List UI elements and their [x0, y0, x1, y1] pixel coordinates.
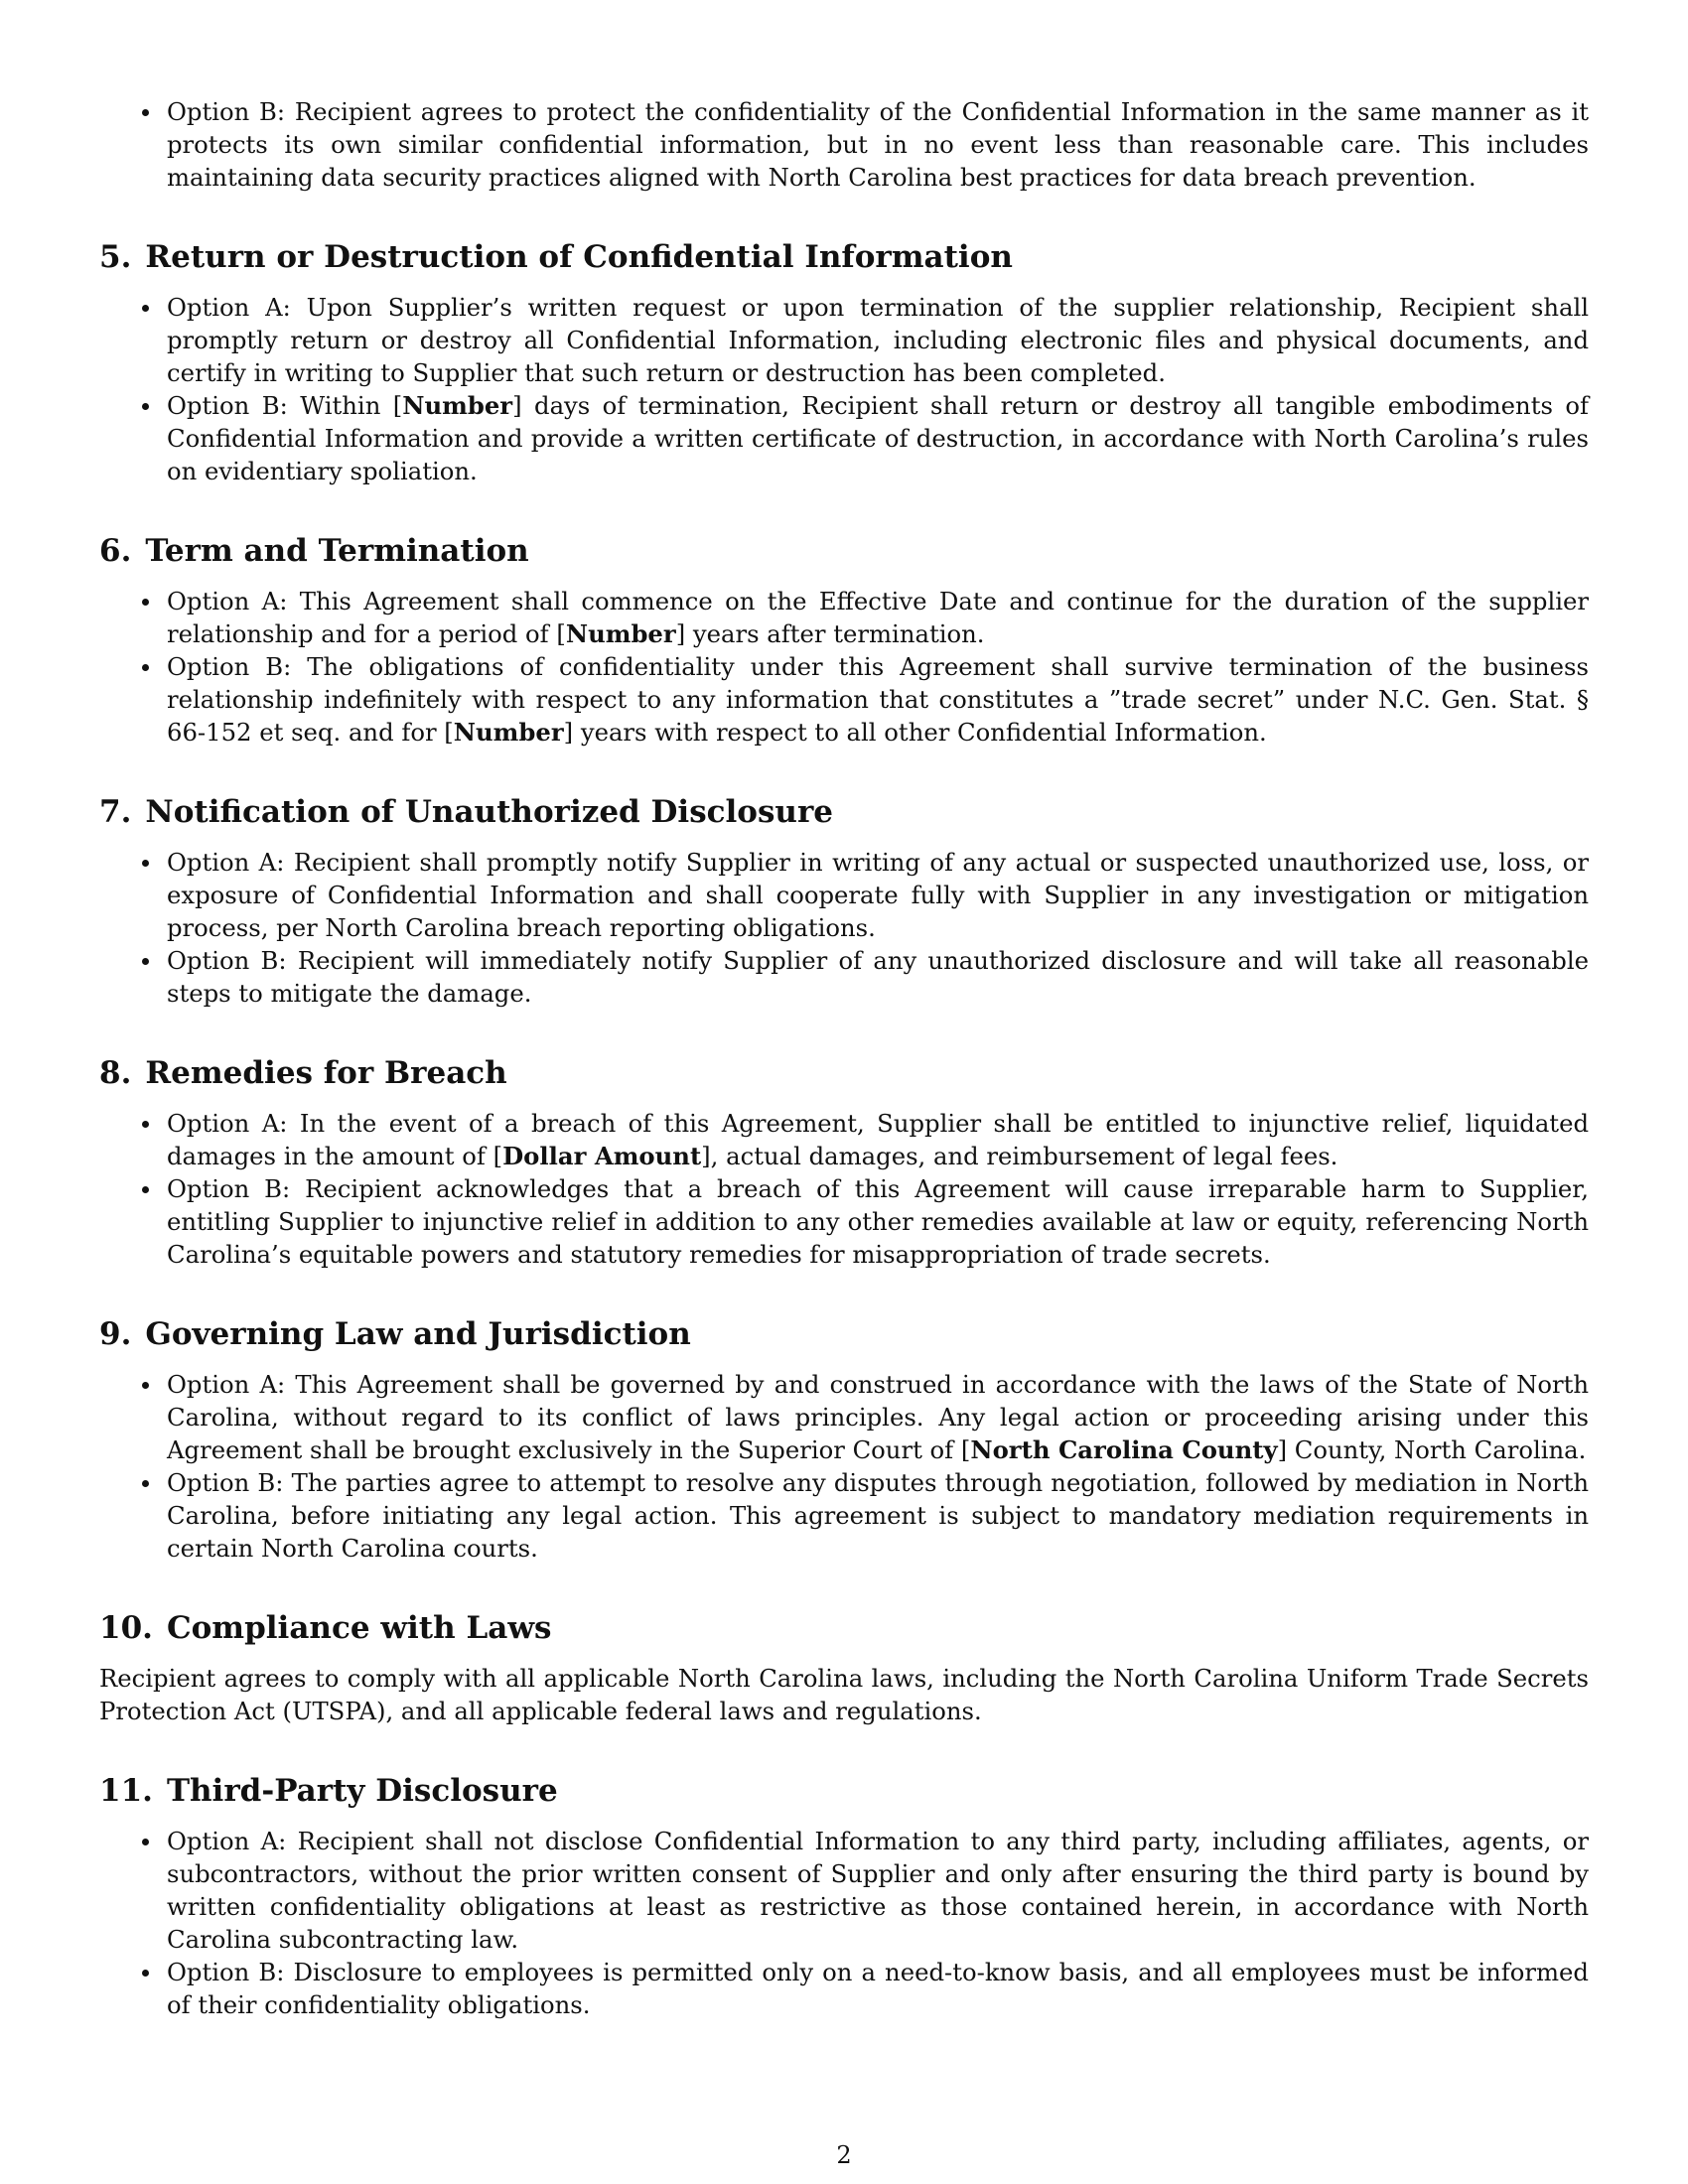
section-heading: 11. Third-Party Disclosure [99, 1773, 558, 1809]
option-item: Option A: Recipient shall not disclose Confidential Information to any third party, including affiliates, agents, or subcontractors, without the prior written consent of Supplier and only after ensuring the third party is bound by written confidentiality obligations at least as restrictive as those contained herein, in accordance with North Carolina subcontracting law. [99, 1825, 1589, 1956]
placeholder-field: Number [565, 619, 676, 648]
section-4-continued [99, 95, 1589, 194]
option-item: Option B: Recipient agrees to protect the confidentiality of the Confidential Information in the same manner as it protects its own similar confidential information, but in no event less than reasonable care. This includes maintaining data security practices aligned with North Carolina best practices for data breach prevention. [99, 95, 1589, 194]
section-heading: 7. Notification of Unauthorized Disclosure [99, 794, 834, 830]
option-item: Option B: Recipient will immediately notify Supplier of any unauthorized disclosure and will take all reasonable steps to mitigate the damage. [99, 944, 1589, 1010]
section-8 [99, 1053, 1589, 1271]
placeholder-field: Number [402, 391, 513, 420]
option-item: Option A: Upon Supplier’s written request or upon termination of the supplier relationship, Recipient shall promptly return or destroy all Confidential Information, including electronic files and physical documents, and certify in writing to Supplier that such return or destruction has been completed. [99, 291, 1589, 389]
option-item: Option A: Recipient shall promptly notify Supplier in writing of any actual or suspected unauthorized use, loss, or exposure of Confidential Information and shall cooperate fully with Supplier in any investigation or mitigation process, per North Carolina breach reporting obligations. [99, 846, 1589, 944]
option-list [99, 1107, 1589, 1271]
section-9 [99, 1314, 1589, 1565]
placeholder-field: North Carolina County [970, 1435, 1278, 1464]
page-number: 2 [836, 2141, 852, 2169]
section-paragraph: Recipient agrees to comply with all applicable North Carolina laws, including the North Carolina Uniform Trade Secrets Protection Act (UTSPA), and all applicable federal laws and regulations. [99, 1664, 1589, 1725]
placeholder-field: Number [453, 718, 564, 747]
option-item: Option B: Within [Number] days of termination, Recipient shall return or destroy all tangible embodiments of Confidential Information and provide a written certificate of destruction, in accordance with North Carolina’s rules on evidentiary spoliation. [99, 389, 1589, 487]
option-list [99, 1825, 1589, 2021]
section-6 [99, 531, 1589, 749]
option-item: Option A: This Agreement shall commence on the Effective Date and continue for the duration of the supplier relationship and for a period of [Number] years after termination. [99, 585, 1589, 650]
option-item: Option B: The parties agree to attempt to resolve any disputes through negotiation, followed by mediation in North Carolina, before initiating any legal action. This agreement is subject to mandatory mediation requirements in certain North Carolina courts. [99, 1466, 1589, 1565]
option-list [99, 291, 1589, 487]
option-list [99, 585, 1589, 749]
option-list [99, 95, 1589, 194]
section-7 [99, 792, 1589, 1010]
section-10 [99, 1608, 1589, 1727]
option-item: Option A: This Agreement shall be governed by and construed in accordance with the laws of the State of North Carolina, without regard to its conflict of laws principles. Any legal action or proceeding arising under this Agreement shall be brought exclusively in the Superior Court of [North Carolina County] County, North Carolina. [99, 1368, 1589, 1466]
option-item: Option A: In the event of a breach of this Agreement, Supplier shall be entitled to injunctive relief, liquidated damages in the amount of [Dollar Amount], actual damages, and reimbursement of legal fees. [99, 1107, 1589, 1172]
section-heading: 10. Compliance with Laws [99, 1610, 552, 1646]
option-list [99, 846, 1589, 1010]
section-heading: 9. Governing Law and Jurisdiction [99, 1316, 691, 1352]
option-item: Option B: The obligations of confidentiality under this Agreement shall survive termination of the business relationship indefinitely with respect to any information that constitutes a ”trade secret” under N.C. Gen. Stat. § 66-152 et seq. and for [Number] years with respect to all other Confidential Information. [99, 650, 1589, 749]
section-5 [99, 237, 1589, 487]
document-page [99, 95, 1589, 2021]
option-item: Option B: Recipient acknowledges that a breach of this Agreement will cause irreparable harm to Supplier, entitling Supplier to injunctive relief in addition to any other remedies available at law or equity, referencing North Carolina’s equitable powers and statutory remedies for misappropriation of trade secrets. [99, 1172, 1589, 1271]
section-heading: 6. Term and Termination [99, 533, 529, 569]
section-heading: 8. Remedies for Breach [99, 1055, 507, 1091]
option-item: Option B: Disclosure to employees is permitted only on a need-to-know basis, and all employees must be informed of their confidentiality obligations. [99, 1956, 1589, 2021]
section-11 [99, 1771, 1589, 2021]
section-heading: 5. Return or Destruction of Confidential Information [99, 239, 1013, 275]
placeholder-field: Dollar Amount [502, 1142, 702, 1170]
option-list [99, 1368, 1589, 1565]
